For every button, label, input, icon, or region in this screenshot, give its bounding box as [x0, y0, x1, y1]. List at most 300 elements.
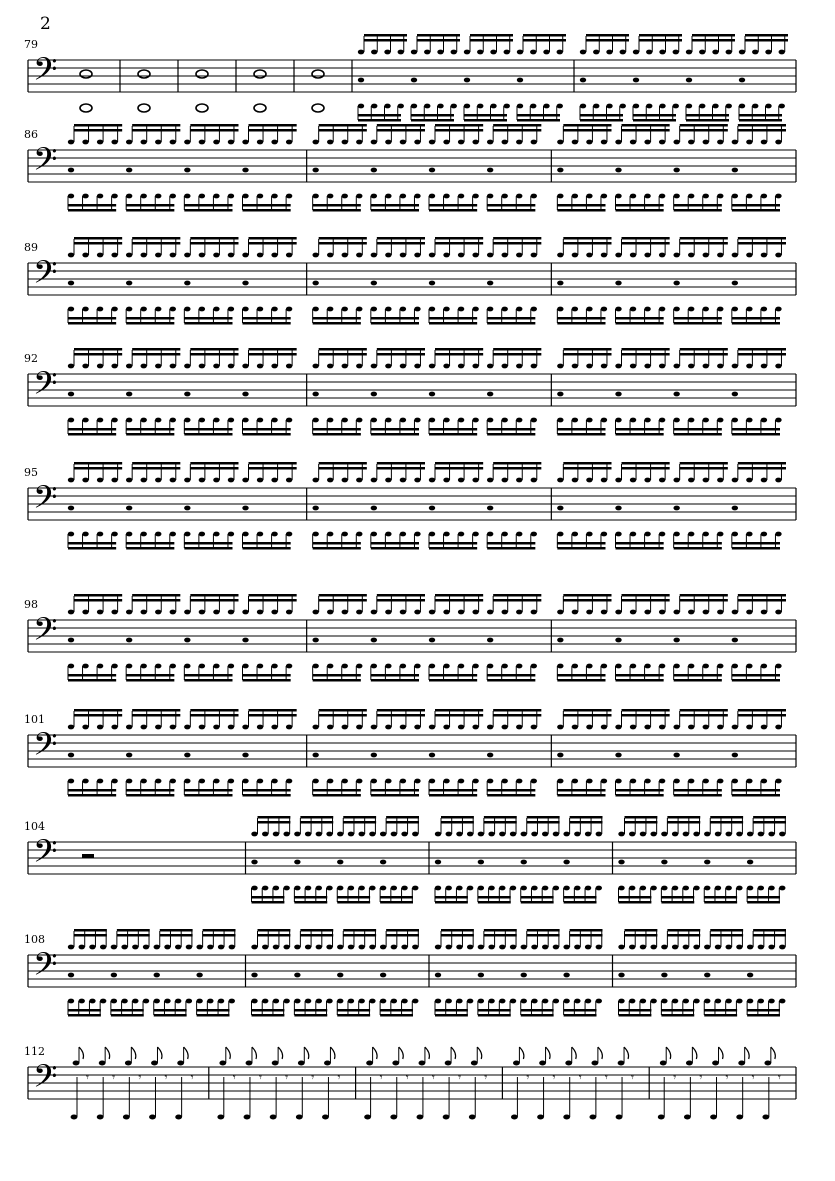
note-head — [424, 50, 430, 55]
beam — [319, 599, 367, 602]
note-head — [385, 532, 391, 537]
note-head — [356, 140, 362, 145]
note-head — [356, 194, 362, 199]
note-head — [659, 307, 665, 312]
note-head — [761, 532, 767, 537]
note-head — [458, 364, 464, 369]
beam — [371, 317, 419, 320]
note-head — [429, 725, 435, 730]
note-head — [369, 832, 375, 837]
note-head — [429, 392, 435, 397]
note-head — [683, 886, 689, 891]
note-head — [443, 253, 449, 258]
note-head — [458, 478, 464, 483]
note-head — [414, 418, 420, 423]
note-head — [557, 281, 563, 286]
beam — [417, 34, 460, 37]
note-head — [111, 945, 117, 950]
note-head — [68, 168, 74, 173]
note-head — [82, 253, 88, 258]
beam — [704, 896, 737, 899]
note-head — [443, 307, 449, 312]
note-head — [371, 664, 377, 669]
note-head — [414, 364, 420, 369]
note-head — [557, 638, 563, 643]
note-head — [429, 638, 435, 643]
note-head — [673, 638, 679, 643]
note-head — [170, 418, 176, 423]
beam — [429, 674, 477, 677]
beam — [487, 674, 535, 677]
beam — [386, 934, 419, 937]
note-head — [141, 478, 147, 483]
note-head — [414, 253, 420, 258]
note-head — [155, 140, 161, 145]
note-head — [242, 478, 248, 483]
note-head — [412, 832, 418, 837]
note-head — [262, 886, 268, 891]
note-head — [703, 725, 709, 730]
note-head — [337, 945, 343, 950]
note-head — [615, 307, 621, 312]
note-head — [458, 532, 464, 537]
note-head — [732, 664, 738, 669]
eighth-rest: 𝄾 — [311, 1071, 315, 1084]
note-head — [516, 478, 522, 483]
note-head — [521, 886, 527, 891]
note-head — [644, 307, 650, 312]
note-head — [615, 281, 621, 286]
note-head — [412, 999, 418, 1004]
note-head — [762, 1115, 769, 1120]
note-head — [563, 832, 569, 837]
note-head — [516, 307, 522, 312]
beam — [313, 317, 361, 320]
beam — [417, 39, 460, 42]
note-head — [312, 478, 318, 483]
note-head — [199, 532, 205, 537]
note-head — [219, 1061, 226, 1066]
note-head — [775, 725, 781, 730]
note-head — [312, 140, 318, 145]
eighth-rest: 𝄾 — [258, 1071, 262, 1084]
note-head — [429, 140, 435, 145]
bass-clef-icon: 𝄢 — [33, 141, 58, 185]
note-head — [111, 140, 117, 145]
beam — [313, 322, 361, 325]
note-head — [356, 610, 362, 615]
note-head — [472, 253, 478, 258]
note-head — [358, 886, 364, 891]
beam — [622, 462, 670, 465]
note-head — [380, 973, 386, 978]
note-head — [672, 999, 678, 1004]
beam — [738, 709, 786, 712]
note-flag — [477, 1047, 482, 1059]
note-head — [251, 973, 257, 978]
note-head — [384, 104, 390, 109]
note-head — [601, 664, 607, 669]
note-head — [732, 307, 738, 312]
note-head — [761, 194, 767, 199]
note-head — [732, 779, 738, 784]
eighth-rest: 𝄾 — [379, 1071, 383, 1084]
note-head — [141, 307, 147, 312]
note-head — [126, 506, 132, 511]
note-head — [630, 532, 636, 537]
note-head — [155, 779, 161, 784]
measure-number: 112 — [24, 1045, 45, 1058]
beam — [380, 1014, 413, 1017]
note-head — [615, 779, 621, 784]
note-head — [732, 753, 738, 758]
note-head — [400, 307, 406, 312]
beam — [563, 237, 611, 240]
note-head — [502, 478, 508, 483]
beam — [337, 901, 370, 904]
note-head — [82, 532, 88, 537]
note-head — [557, 664, 563, 669]
note-head — [717, 140, 723, 145]
beam — [313, 428, 361, 431]
note-head — [601, 253, 607, 258]
note-head — [429, 307, 435, 312]
beam — [319, 467, 367, 470]
note-head — [521, 832, 527, 837]
note-head — [327, 532, 333, 537]
staff — [0, 448, 835, 558]
note-head — [82, 610, 88, 615]
beam — [435, 1009, 468, 1012]
note-head — [242, 253, 248, 258]
note-head — [703, 140, 709, 145]
note-head — [659, 140, 665, 145]
note-head — [429, 506, 435, 511]
note-head — [257, 664, 263, 669]
note-head — [429, 418, 435, 423]
note-head — [273, 945, 279, 950]
note-head — [531, 140, 537, 145]
note-head — [184, 478, 190, 483]
note-head — [398, 104, 404, 109]
beam — [126, 317, 174, 320]
note-head — [557, 140, 563, 145]
beam — [190, 348, 238, 351]
note-head — [342, 364, 348, 369]
note-head — [586, 253, 592, 258]
note-head — [79, 999, 85, 1004]
note-head — [305, 832, 311, 837]
beam — [249, 129, 297, 132]
note-head — [68, 253, 74, 258]
note-head — [155, 725, 161, 730]
note-head — [82, 725, 88, 730]
beam — [616, 209, 664, 212]
note-head — [471, 1061, 478, 1066]
note-head — [429, 610, 435, 615]
note-head — [686, 1061, 693, 1066]
eighth-rest: 𝄾 — [138, 1071, 142, 1084]
note-head — [186, 945, 192, 950]
beam — [435, 709, 483, 712]
note-head — [312, 168, 318, 173]
note-head — [779, 945, 785, 950]
bass-clef-icon: 𝄢 — [33, 365, 58, 409]
note-head — [688, 418, 694, 423]
note-head — [640, 999, 646, 1004]
note-head — [68, 194, 74, 199]
note-head — [601, 140, 607, 145]
beam — [377, 714, 425, 717]
beam — [184, 322, 232, 325]
note-head — [703, 532, 709, 537]
note-flag — [278, 1047, 283, 1059]
beam — [364, 34, 407, 37]
note-head — [673, 753, 679, 758]
beam — [493, 353, 541, 356]
note-head — [312, 281, 318, 286]
beam — [557, 542, 605, 545]
note-head — [184, 638, 190, 643]
note-head — [305, 999, 311, 1004]
note-head — [342, 610, 348, 615]
note-head — [618, 945, 624, 950]
note-head — [746, 664, 752, 669]
note-head — [487, 725, 493, 730]
beam — [704, 1009, 737, 1012]
note-head — [572, 779, 578, 784]
note-head — [542, 832, 548, 837]
note-head — [596, 999, 602, 1004]
note-head — [121, 945, 127, 950]
note-head — [717, 253, 723, 258]
note-head — [286, 532, 292, 537]
note-head — [385, 725, 391, 730]
note-head — [412, 945, 418, 950]
note-head — [761, 307, 767, 312]
note-head — [488, 945, 494, 950]
beam — [563, 714, 611, 717]
note-head — [196, 945, 202, 950]
note-head — [262, 945, 268, 950]
beam — [619, 1014, 652, 1017]
beam — [586, 39, 629, 42]
beam — [674, 428, 722, 431]
note-head — [717, 307, 723, 312]
beam — [616, 674, 664, 677]
note-head — [516, 418, 522, 423]
eighth-rest: 𝄾 — [751, 1071, 755, 1084]
note-head — [154, 999, 160, 1004]
beam — [132, 353, 180, 356]
note-head — [443, 418, 449, 423]
eighth-rest: 𝄾 — [725, 1071, 729, 1084]
beam — [294, 896, 327, 899]
note-head — [732, 168, 738, 173]
beam — [738, 353, 786, 356]
beam — [704, 1014, 737, 1017]
eighth-rest: 𝄾 — [699, 1071, 703, 1084]
beam — [680, 353, 728, 356]
note-head — [170, 478, 176, 483]
note-head — [270, 1115, 277, 1120]
bass-clef-icon: 𝄢 — [33, 479, 58, 523]
note-head — [199, 307, 205, 312]
beam — [710, 929, 743, 932]
note-head — [371, 506, 377, 511]
note-head — [499, 832, 505, 837]
beam — [487, 317, 535, 320]
note-head — [111, 478, 117, 483]
beam — [68, 204, 116, 207]
beam — [616, 542, 664, 545]
beam — [493, 594, 541, 597]
note-head — [257, 478, 263, 483]
note-head — [736, 999, 742, 1004]
note-head — [615, 253, 621, 258]
note-head — [283, 945, 289, 950]
note-head — [400, 532, 406, 537]
note-head — [155, 364, 161, 369]
staff — [0, 802, 835, 912]
note-head — [143, 945, 149, 950]
note-head — [487, 532, 493, 537]
beam — [527, 929, 560, 932]
note-head — [327, 418, 333, 423]
beam — [249, 714, 297, 717]
beam — [252, 1014, 285, 1017]
note-head — [531, 832, 537, 837]
note-head — [242, 392, 248, 397]
note-head — [358, 104, 364, 109]
note-head — [337, 886, 343, 891]
beam — [680, 242, 728, 245]
note-head — [487, 779, 493, 784]
note-head — [82, 478, 88, 483]
note-head — [271, 418, 277, 423]
note-head — [371, 610, 377, 615]
note-head — [502, 664, 508, 669]
note-head — [531, 307, 537, 312]
note-head — [286, 140, 292, 145]
note-flag — [572, 1047, 577, 1059]
note-head — [704, 999, 710, 1004]
note-head — [673, 779, 679, 784]
note-head — [487, 168, 493, 173]
beam — [126, 322, 174, 325]
note-flag — [719, 1047, 724, 1059]
note-head — [228, 140, 234, 145]
note-head — [601, 610, 607, 615]
note-head — [149, 1115, 156, 1120]
note-head — [693, 832, 699, 837]
note-head — [68, 307, 74, 312]
beam — [294, 1009, 327, 1012]
note-head — [327, 307, 333, 312]
note-head — [717, 725, 723, 730]
beam — [680, 599, 728, 602]
note-head — [715, 945, 721, 950]
beam — [313, 794, 361, 797]
note-flag — [425, 1047, 430, 1059]
beam — [243, 674, 291, 677]
note-head — [257, 532, 263, 537]
note-flag — [304, 1047, 309, 1059]
beam — [249, 599, 297, 602]
beam — [319, 124, 367, 127]
note-head — [443, 478, 449, 483]
note-head — [443, 779, 449, 784]
beam — [435, 242, 483, 245]
note-head — [391, 832, 397, 837]
note-head — [746, 140, 752, 145]
staff — [0, 695, 835, 805]
beam — [74, 594, 122, 597]
note-head — [184, 779, 190, 784]
note-head — [458, 418, 464, 423]
beam — [616, 547, 664, 550]
note-head — [71, 1115, 78, 1120]
staff — [0, 580, 835, 690]
note-head — [761, 610, 767, 615]
beam — [126, 428, 174, 431]
note-head — [257, 364, 263, 369]
note-head — [557, 532, 563, 537]
note-head — [414, 779, 420, 784]
note-head — [271, 610, 277, 615]
beam — [337, 1014, 370, 1017]
note-head — [429, 664, 435, 669]
note-head — [487, 506, 493, 511]
beam — [563, 124, 611, 127]
note-head — [644, 364, 650, 369]
note-head — [747, 973, 753, 978]
note-head — [155, 478, 161, 483]
beam — [523, 39, 566, 42]
note-head — [312, 610, 318, 615]
beam — [203, 929, 236, 932]
note-head — [516, 779, 522, 784]
beam — [184, 317, 232, 320]
note-head — [400, 194, 406, 199]
note-head — [446, 945, 452, 950]
note-head — [126, 281, 132, 286]
note-head — [732, 478, 738, 483]
note-head — [502, 610, 508, 615]
beam — [753, 816, 786, 819]
beam — [190, 709, 238, 712]
note-head — [563, 886, 569, 891]
note-head — [126, 610, 132, 615]
note-head — [673, 104, 679, 109]
note-head — [478, 832, 484, 837]
beam — [625, 934, 658, 937]
note-head — [488, 886, 494, 891]
note-head — [400, 140, 406, 145]
eighth-rest: 𝄾 — [673, 1071, 677, 1084]
note-head — [768, 945, 774, 950]
beam — [622, 353, 670, 356]
note-head — [228, 610, 234, 615]
note-head — [589, 1115, 596, 1120]
beam — [738, 462, 786, 465]
beam — [68, 679, 116, 682]
note-head — [516, 725, 522, 730]
note-head — [294, 973, 300, 978]
note-head — [170, 253, 176, 258]
beam — [738, 467, 786, 470]
note-head — [487, 418, 493, 423]
